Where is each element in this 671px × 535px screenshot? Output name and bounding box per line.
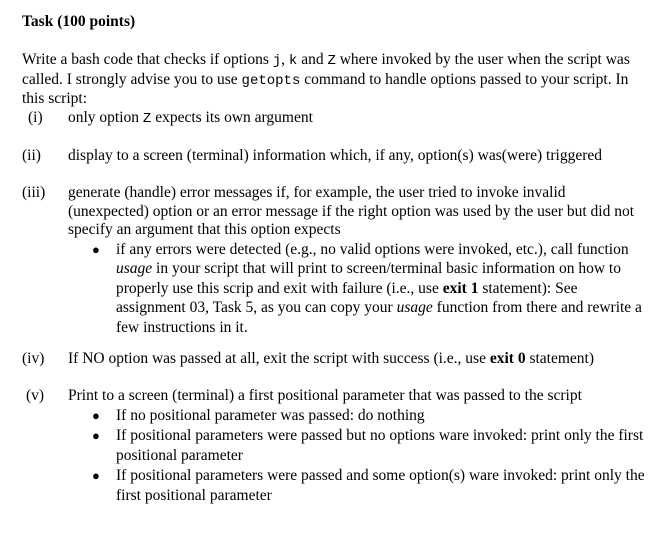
bullet-text: statement): See assignment 03, Task 5, as you can copy your (116, 279, 578, 316)
bullet-item (68, 240, 648, 338)
bullet-item (68, 466, 648, 506)
item-text: If NO option was passed at all, exit the script with success (i.e., use (68, 350, 490, 367)
item-body: display to a screen (terminal) information which, if any, option(s) was(were) triggered (68, 147, 602, 164)
option-z-code: Z (142, 111, 152, 127)
usage-function-name: usage (396, 299, 433, 316)
bullet-text: If positional parameters were passed but no options ware invoked: print only the first positional parameter (116, 426, 644, 464)
item-text: only option (68, 109, 143, 126)
bullet-icon: ● (92, 241, 100, 257)
item-number: (iv) (22, 350, 45, 367)
intro-sep-1: , (281, 51, 289, 68)
item-body (68, 350, 648, 369)
intro-text-2: where invoked by the user when the script was called. I strongly advise you to use (22, 51, 630, 88)
bullet-text: if any errors were detected (e.g., no valid options were invoked, etc.), call function (116, 240, 629, 258)
bullet-text: If no positional parameter was passed: do nothing (116, 406, 425, 424)
item-number: (ii) (22, 147, 41, 164)
item-body (68, 109, 648, 129)
getopts-code: getopts (241, 72, 301, 89)
intro-text-1: Write a bash code that checks if options (22, 51, 273, 68)
item-body (68, 387, 648, 506)
item-text: Print to a screen (terminal) a first positional parameter that was passed to the script (68, 387, 582, 404)
item-text: statement) (525, 350, 595, 367)
bullet-item (68, 406, 648, 426)
usage-function-name: usage (116, 260, 153, 277)
intro-text-3: command to handle options passed to your script. In this script: (22, 70, 629, 107)
bullet-icon: ● (92, 467, 100, 483)
intro-paragraph (22, 51, 652, 109)
exit-1-statement: exit 1 (442, 279, 479, 297)
item-number: (i) (28, 109, 43, 126)
bullet-item (68, 426, 648, 466)
bullet-icon: ● (92, 407, 100, 423)
task-title: Task (100 points) (22, 13, 136, 30)
bullet-text: function from there and rewrite a few instructions in it. (116, 299, 642, 336)
item-text: expects its own argument (151, 109, 313, 126)
exit-0-statement: exit 0 (489, 350, 526, 367)
item-body (68, 184, 648, 337)
bullet-text: in your script that will print to screen/terminal basic information on how to properly use this scrip and exit with failure (i.e., use (116, 260, 621, 297)
option-k-code: k (288, 53, 298, 69)
bullet-icon: ● (92, 427, 100, 443)
intro-sep-2: and (297, 51, 328, 68)
option-z-code: Z (327, 53, 336, 69)
item-number: (iii) (22, 184, 46, 201)
item-text: generate (handle) error messages if, for example, the user tried to invoke invalid (unexpected) option or an error message if the right option was used by the user but did not specify an argument that this option expects (68, 184, 635, 238)
item-number: (v) (26, 387, 45, 404)
option-j-code: j (272, 53, 282, 69)
bullet-text: If positional parameters were passed and some option(s) ware invoked: print only the first positional parameter (116, 466, 645, 504)
